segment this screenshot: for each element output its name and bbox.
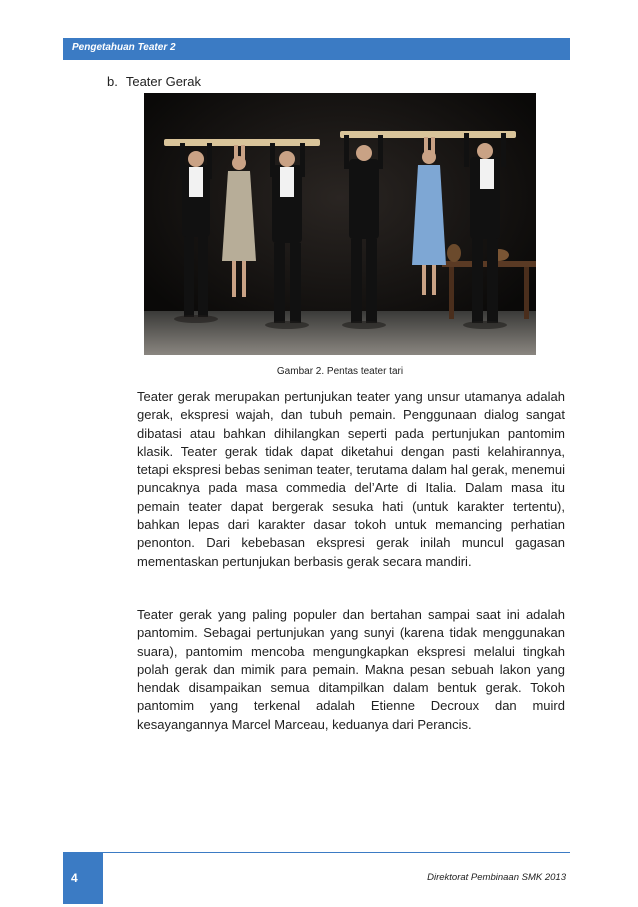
page-number: 4 xyxy=(71,871,78,885)
section-letter: b. xyxy=(107,74,118,89)
footer-bar xyxy=(103,852,570,904)
footer-publisher: Direktorat Pembinaan SMK 2013 xyxy=(427,872,566,883)
header-bar xyxy=(63,38,570,60)
stage-photo xyxy=(144,93,536,355)
page-number-box xyxy=(63,852,103,904)
section-heading xyxy=(107,74,201,89)
header-title: Pengetahuan Teater 2 xyxy=(72,42,176,53)
figure-caption: Gambar 2. Pentas teater tari xyxy=(276,366,404,377)
paragraph-1: Teater gerak merupakan pertunjukan teater yang unsur utamanya adalah gerak, ekspresi wajah, dan tubuh pemain. Penggunaan dialog sangat dibatasi atau bahkan dihilangkan seperti pada pertunjukan pantomim klasik. Teater gerak tidak dapat diketahui dengan pasti kelahirannya, tetapi ekspresi bebas seniman teater, terutama dalam hal gerak, menemui puncaknya pada masa commedia del’Arte di Italia. Dalam masa itu pemain teater dapat bergerak sesuka hati (untuk karakter tertentu), bahkan lepas dari karakter dasar tokoh untuk memancing perhatian penonton. Dari kebebasan ekspresi gerak inilah muncul gagasan mementaskan pertunjukan berbasis gerak secara mandiri. xyxy=(137,389,565,569)
stage-photo-illustration xyxy=(144,93,536,355)
paragraph-2: Teater gerak yang paling populer dan bertahan sampai saat ini adalah pantomim. Sebagai pertunjukan yang sunyi (karena tidak menggunakan suara), pantomim mencoba mengungkapkan ekspresi melalui tingkah polah gerak dan mimik para pemain. Makna pesan sebuah lakon yang hendak disampaikan semua ditampilkan dalam bentuk gerak. Tokoh pantomim yang terkenal adalah Etienne Decroux dan muird kesayangannya Marcel Marceau, keduanya dari Perancis. xyxy=(137,607,565,732)
section-title: Teater Gerak xyxy=(125,74,201,89)
